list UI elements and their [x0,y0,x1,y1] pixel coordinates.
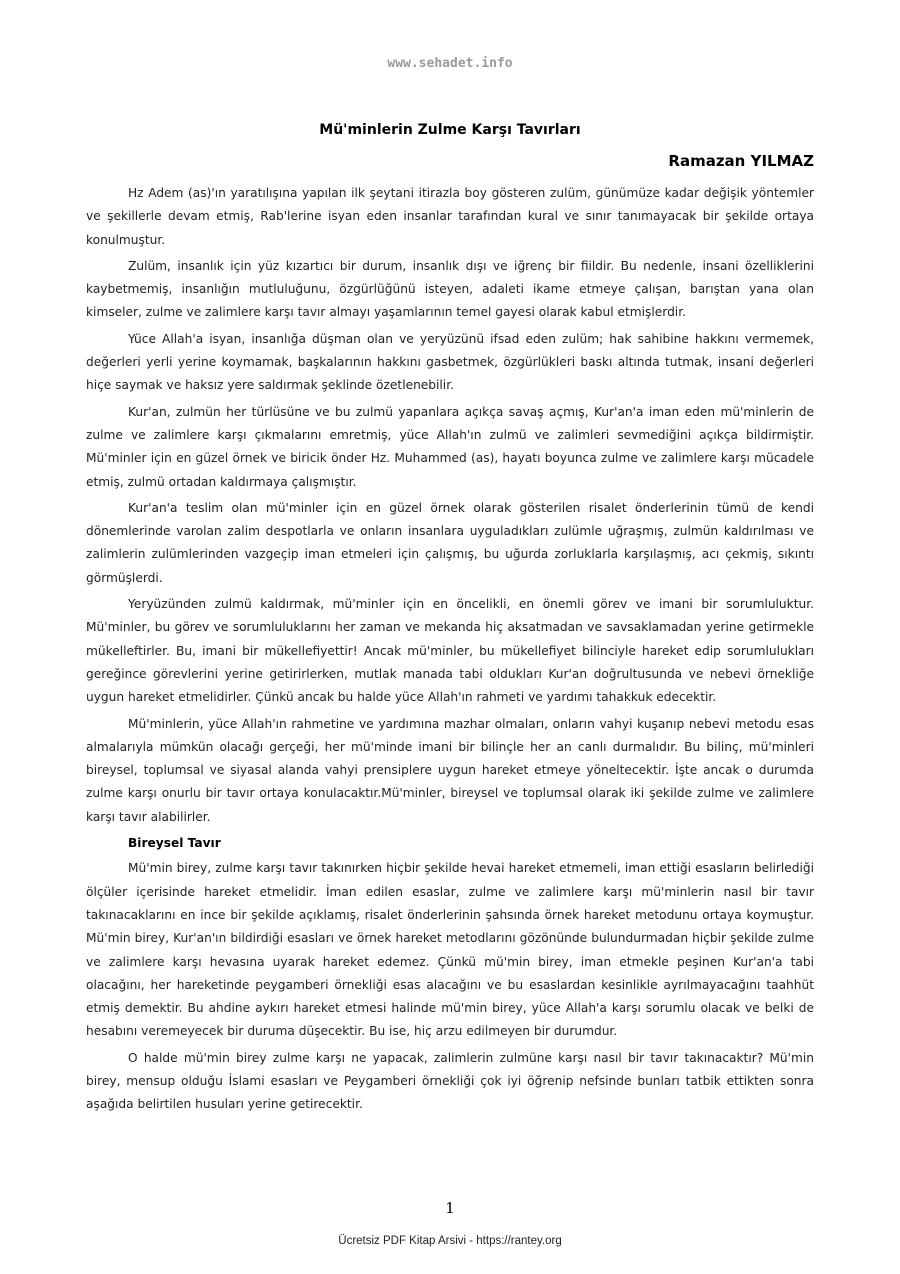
paragraph: Mü'minlerin, yüce Allah'ın rahmetine ve yardımına mazhar olmaları, onların vahyi kuşanıp nebevi metodu esas almalarıyla mümkün olacağı gerçeği, her mü'minde imani bir bilinçle her an canlı durmalıdır. Bu bilinç, mü'minleri bireysel, toplumsal ve siyasal alanda vahyi prensiplere uygun hareket etmeye yöneltecektir. İşte ancak o durumda zulme karşı onurlu bir tavır ortaya konulacaktır.Mü'minler, bireysel ve toplumsal olarak iki şekilde zulme ve zalimlere karşı tavır alabilirler. [86,716,814,824]
paragraph: O halde mü'min birey zulme karşı ne yapacak, zalimlerin zulmüne karşı nasıl bir tavır takınacaktır? Mü'min birey, mensup olduğu İslami esasları ve Peygamberi örnekliği çok iyi öğrenip nefsinde bunları tatbik ettikten sonra aşağıda belirtilen husuları yerine getirecektir. [86,1050,814,1112]
article-body [86,182,814,1120]
paragraph: Yüce Allah'a isyan, insanlığa düşman olan ve yeryüzünü ifsad eden zulüm; hak sahibine hakkını vermemek, değerleri yerli yerine koymamak, başkalarının hakkını gasbetmek, özgürlükleri baskı altında tutmak, insani değerleri hiçe saymak ve haksız yere saldırmak şeklinde özetlenebilir. [86,331,814,393]
paragraph: Mü'min birey, zulme karşı tavır takınırken hiçbir şekilde hevai hareket etmemeli, iman ettiği esasların belirlediği ölçüler içerisinde hareket etmelidir. İman edilen esaslar, zulme ve zalimlere karşı mü'minlerin nasıl bir tavır takınacaklarını en ince bir şekilde açıklamış, risalet önderlerinin şahsında örnek hareket metodunu ortaya koymuştur. Mü'min birey, Kur'an'ın bildirdiği esasları ve örnek hareket metodlarını gözönünde bulundurmadan hiçbir şekilde zulme ve zalimlere karşı hevasına uyarak hareket edemez. Çünkü mü'min birey, iman etmekle peşinen Kur'an'a tabi olacağını, her hareketinde peygamberi örnekliği esas alacağını ve bu esaslardan kesinlikle ayrılmayacağını taahhüt etmiş demektir. Bu ahdine aykırı hareket etmesi halinde mü'min birey, yüce Allah'a karşı sorumlu olacak ve belki de hesabını veremeyecek bir duruma düşecektir. Bu ise, hiç arzu edilmeyen bir durumdur. [86,861,814,1039]
article-author: Ramazan YILMAZ [668,152,814,170]
section-heading: Bireysel Tavır [128,836,221,851]
paragraph: Yeryüzünden zulmü kaldırmak, mü'minler için en öncelikli, en önemli görev ve imani bir sorumluluktur. Mü'minler, bu görev ve sorumluluklarını her zaman ve mekanda hiç aksatmadan ve savsaklamadan yerine getirmekle mükelleftirler. Bu, imani bir mükellefiyettir! Ancak mü'minler, bu mükellefiyet bilinciyle hareket edip sorumlulukları gereğince görevlerini yerine getirirlerken, mutlak manada tabi oldukları Kur'an doğrultusunda ve nebevi örnekliğe uygun hareket etmelidirler. Çünkü ancak bu halde yüce Allah'ın rahmeti ve yardımı tahakkuk edecektir. [86,597,814,705]
paragraph: Zulüm, insanlık için yüz kızartıcı bir durum, insanlık dışı ve iğrenç bir fiildir. Bu nedenle, insani özelliklerini kaybetmemiş, insanlığın mutluluğunu, özgürlüğünü isteyen, adaleti ikame etmeye çalışan, barıştan yana olan kimseler, zulme ve zalimlere karşı tavır almayı yaşamlarının temel gayesi olarak kabul etmişlerdir. [86,258,814,320]
paragraph: Kur'an, zulmün her türlüsüne ve bu zulmü yapanlara açıkça savaş açmış, Kur'an'a iman eden mü'minlerin de zulme ve zalimlere karşı çıkmalarını emretmiş, yüce Allah'ın zulmü ve zalimleri sevmediğini açıkça bildirmiştir. Mü'minler için en güzel örnek ve biricik önder Hz. Muhammed (as), hayatı boyunca zulme ve zalimlere karşı mücadele etmiş, zulmü ortadan kaldırmaya çalışmıştır. [86,404,814,489]
article-title: Mü'minlerin Zulme Karşı Tavırları [319,122,581,138]
paragraph: Hz Adem (as)'ın yaratılışına yapılan ilk şeytani itirazla boy gösteren zulüm, günümüze kadar değişik yöntemler ve şekillerle devam etmiş, Rab'lerine isyan eden insanlar tarafından kural ve sınır tanımayacak bir şekilde ortaya konulmuştur. [86,186,814,247]
page-number: 1 [445,1199,455,1217]
paragraph: Kur'an'a teslim olan mü'minler için en güzel örnek olarak gösterilen risalet önderlerinin tümü de kendi dönemlerinde varolan zalim despotlarla ve onların insanlara uyguladıkları zulümle uğraşmış, zulmün kaldırılması ve zalimlerin zulümlerinden vazgeçip iman etmeleri için çalışmış, bu uğurda zorluklarla karşılaşmış, acı çekmiş, sıkıntı görmüşlerdi. [86,500,814,585]
header-url: www.sehadet.info [387,56,513,71]
footer-text: Ücretsiz PDF Kitap Arsivi - https://rantey.org [338,1235,562,1247]
